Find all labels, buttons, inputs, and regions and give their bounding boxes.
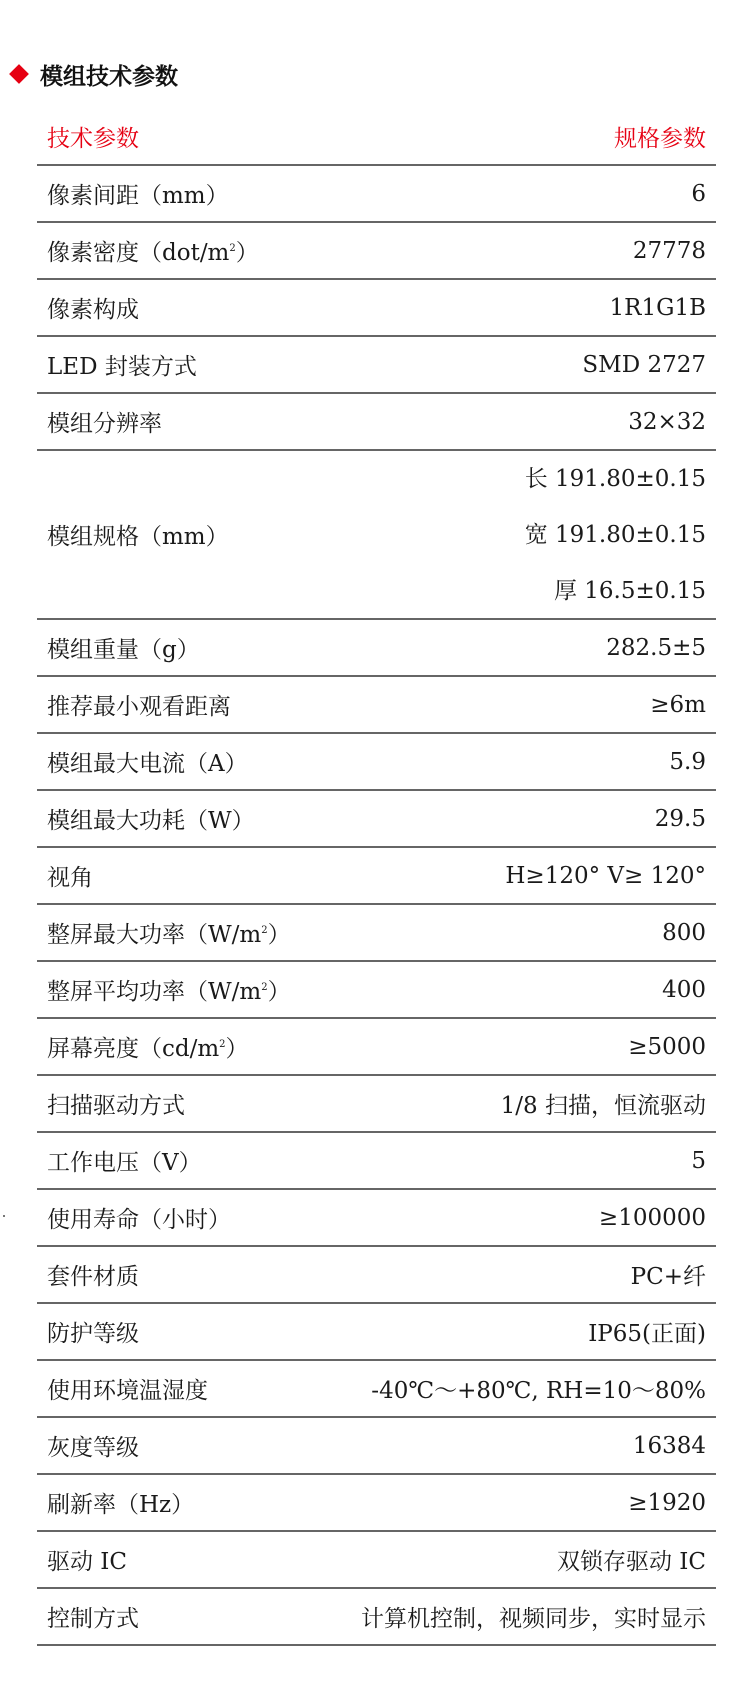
row-value: ≥1920 <box>628 1489 706 1516</box>
row-value: 282.5±5 <box>606 634 706 661</box>
table-row <box>37 1190 716 1247</box>
table-row <box>37 791 716 848</box>
table-row <box>37 1076 716 1133</box>
table-header <box>37 108 716 166</box>
row-label: 模组分辨率 <box>47 411 162 437</box>
row-label: 整屏平均功率$(W/m^2)$ <box>47 979 291 1005</box>
row-value: 5.9 <box>669 748 706 775</box>
table-row <box>37 1361 716 1418</box>
row-label: 模组最大功耗（W） <box>47 808 255 834</box>
row-value: 29.5 <box>654 805 706 832</box>
row-label: 模组重量（g） <box>47 637 200 663</box>
section-title: 模组技术参数 <box>40 63 178 90</box>
table-row <box>37 734 716 791</box>
table-row <box>37 905 716 962</box>
table-row <box>37 620 716 677</box>
row-value: 计算机控制，视频同步，实时显示 <box>361 1606 706 1632</box>
row-value: 5 <box>691 1147 706 1174</box>
row-label: 使用寿命（小时） <box>47 1207 231 1233</box>
row-value: 双锁存驱动 IC <box>557 1549 706 1575</box>
row-label: 防护等级 <box>47 1321 139 1347</box>
header-spec: 规格参数 <box>614 125 706 152</box>
row-label: 整屏最大功率$(W/m^2)$ <box>47 922 291 948</box>
row-label: 像素密度$(dot/m^2)$ <box>47 240 259 266</box>
row-value: 1R1G1B <box>609 294 706 321</box>
table-row <box>37 1418 716 1475</box>
row-label: LED 封装方式 <box>47 354 197 380</box>
row-label: 扫描驱动方式 <box>47 1093 185 1119</box>
row-value: ≥5000 <box>628 1033 706 1060</box>
row-label: 视角 <box>47 865 93 891</box>
row-label: 刷新率（Hz） <box>47 1492 195 1518</box>
row-label: 工作电压（V） <box>47 1150 202 1176</box>
table-row <box>37 1247 716 1304</box>
row-value: 16384 <box>632 1432 706 1459</box>
row-label: 使用环境温湿度 <box>47 1378 208 1404</box>
row-label: 驱动 IC <box>47 1549 127 1575</box>
table-row <box>37 223 716 280</box>
row-label: 灰度等级 <box>47 1435 139 1461</box>
header-param: 技术参数 <box>47 125 139 152</box>
table-row <box>37 394 716 451</box>
table-row <box>37 677 716 734</box>
row-label: 像素构成 <box>47 297 139 323</box>
row-value: IP65(正面) <box>588 1321 706 1347</box>
row-label: 模组规格（mm） <box>47 524 229 550</box>
row-value <box>525 451 716 619</box>
row-value: 1/8 扫描，恒流驱动 <box>500 1093 706 1119</box>
table-row <box>37 280 716 337</box>
section-header <box>8 56 178 92</box>
diamond-bullet-icon <box>9 64 29 84</box>
row-value: 6 <box>691 180 706 207</box>
row-value: -40℃～+80℃, RH=10～80% <box>371 1378 706 1404</box>
row-value: H≥120° V≥ 120° <box>505 862 706 889</box>
stray-dot <box>3 1215 5 1217</box>
row-label: 屏幕亮度$(cd/m^2)$ <box>47 1036 249 1062</box>
table-row <box>37 1304 716 1361</box>
row-value: ≥6m <box>650 691 706 718</box>
row-value: ≥100000 <box>598 1204 706 1231</box>
table-row <box>37 1532 716 1589</box>
table-row <box>37 962 716 1019</box>
row-value-line: 宽 191.80±0.15 <box>524 521 706 548</box>
row-value: SMD 2727 <box>582 351 706 378</box>
row-label: 控制方式 <box>47 1606 139 1632</box>
table-row <box>37 1589 716 1646</box>
row-value: 800 <box>662 919 706 946</box>
row-value-line: 长 191.80±0.15 <box>524 465 706 492</box>
table-row <box>37 1133 716 1190</box>
table-row <box>37 1019 716 1076</box>
row-label: 推荐最小观看距离 <box>47 694 231 720</box>
table-row <box>37 451 716 620</box>
spec-table <box>37 108 716 1646</box>
row-value: 400 <box>662 976 706 1003</box>
row-value: 27778 <box>632 237 706 264</box>
table-row <box>37 166 716 223</box>
row-value-line: 厚 16.5±0.15 <box>553 577 706 604</box>
row-value: PC+纤 <box>630 1264 706 1290</box>
table-row <box>37 337 716 394</box>
row-label: 模组最大电流（A） <box>47 751 248 777</box>
table-row <box>37 848 716 905</box>
table-row <box>37 1475 716 1532</box>
row-label: 套件材质 <box>47 1264 139 1290</box>
row-label: 像素间距（mm） <box>47 183 229 209</box>
row-value: 32×32 <box>628 408 706 435</box>
